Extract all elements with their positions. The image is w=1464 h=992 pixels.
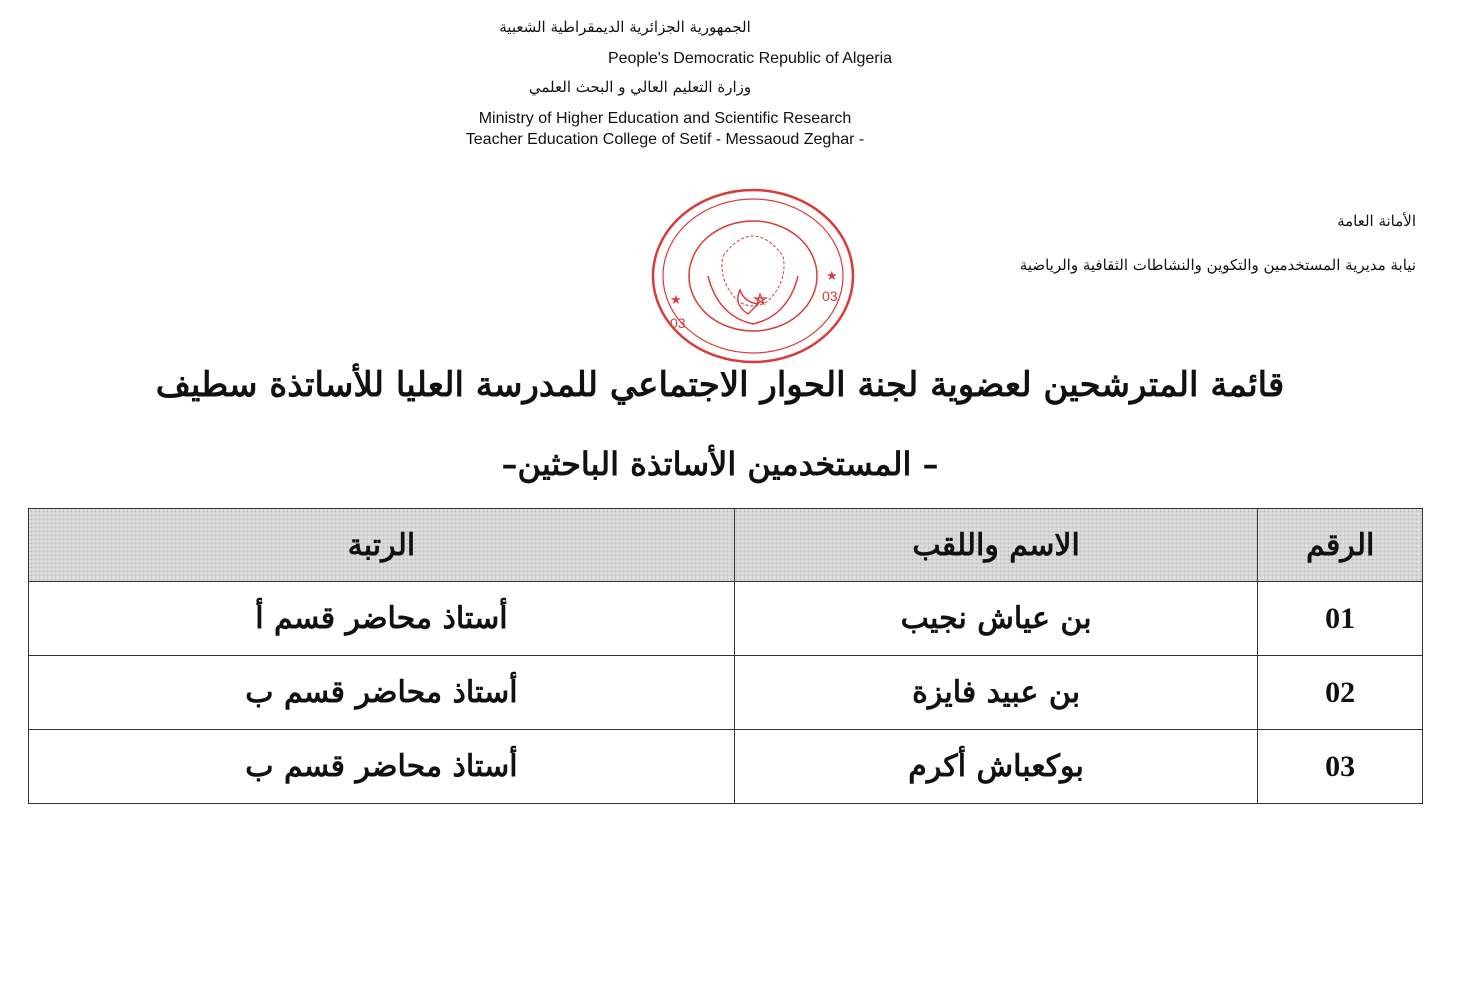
row-number: 02 [1258, 656, 1423, 730]
table-row [29, 656, 1423, 730]
column-header-number: الرقم [1258, 509, 1423, 582]
table-header-row [29, 509, 1423, 582]
row-name: بن عبيد فايزة [734, 656, 1258, 730]
row-number: 03 [1258, 730, 1423, 804]
candidates-table [28, 508, 1423, 804]
table-row [29, 582, 1423, 656]
svg-text:★: ★ [826, 269, 838, 284]
stamp-number-right: 03 [822, 288, 838, 304]
row-name: بن عياش نجيب [734, 582, 1258, 656]
row-rank: أستاذ محاضر قسم أ [29, 582, 735, 656]
row-rank: أستاذ محاضر قسم ب [29, 656, 735, 730]
row-number: 01 [1258, 582, 1423, 656]
row-rank: أستاذ محاضر قسم ب [29, 730, 735, 804]
header-arabic-republic: الجمهورية الجزائرية الديمقراطية الشعبية [499, 18, 751, 36]
column-header-rank: الرتبة [29, 509, 735, 582]
stamp-number-left: 03 [670, 315, 686, 331]
header-english-republic: People's Democratic Republic of Algeria [607, 50, 893, 67]
column-header-name: الاسم واللقب [734, 509, 1258, 582]
header-arabic-ministry: وزارة التعليم العالي و البحث العلمي [528, 78, 752, 96]
row-name: بوكعباش أكرم [734, 730, 1258, 804]
svg-text:★: ★ [670, 293, 682, 308]
table-row [29, 730, 1423, 804]
header-english-ministry: Ministry of Higher Education and Scientific Research [478, 110, 852, 127]
office-sub-directorate: نيابة مديرية المستخدمين والتكوين والنشاطات الثقافية والرياضية [1019, 256, 1416, 274]
document-title: قائمة المترشحين لعضوية لجنة الحوار الاجتماعي للمدرسة العليا للأساتذة سطيف [155, 365, 1285, 405]
office-general-secretariat: الأمانة العامة [1337, 212, 1416, 230]
official-stamp [648, 186, 858, 366]
document-subtitle: – المستخدمين الأساتذة الباحثين– [501, 445, 939, 483]
header-english-college: Teacher Education College of Setif - Messaoud Zeghar - [465, 131, 865, 148]
